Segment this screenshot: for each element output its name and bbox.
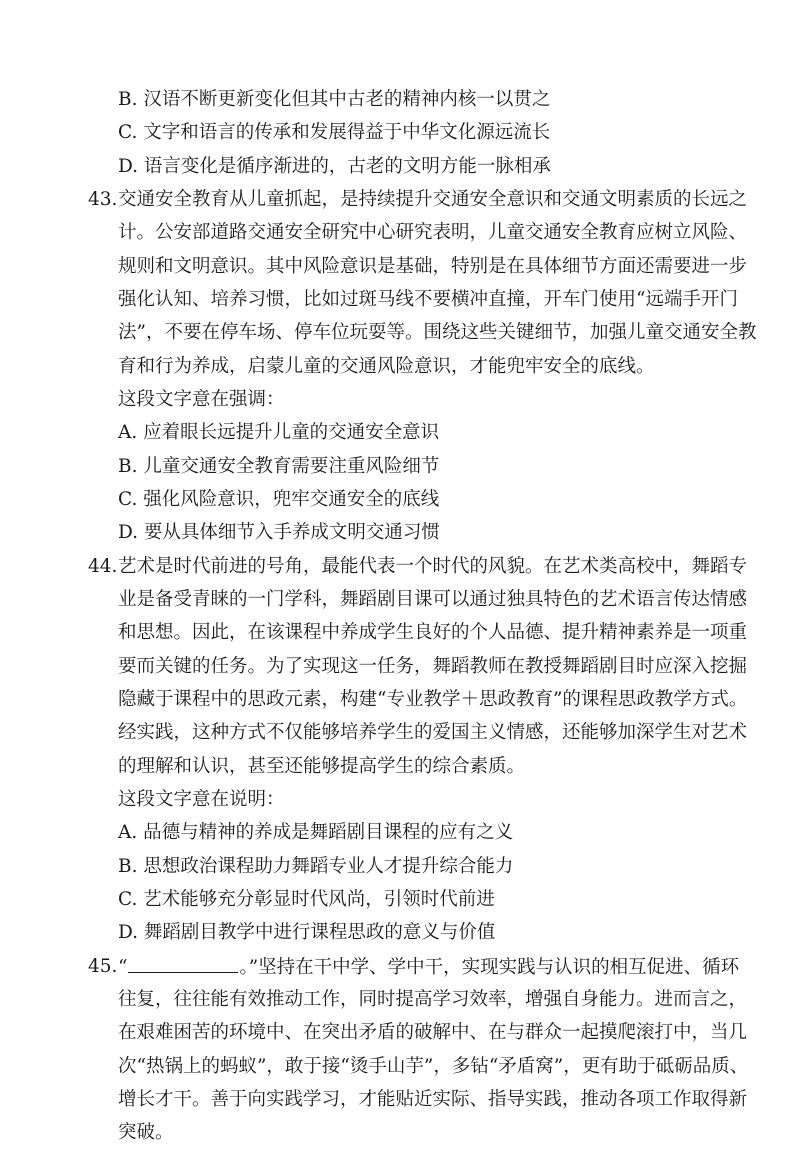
q43-stem: 这段文字意在强调： [118, 389, 285, 410]
q43-line: 强化认知、培养习惯，比如过斑马线不要横冲直撞，开车门使用“远端手开门 [118, 289, 738, 310]
q43-line: 法”，不要在停车场、停车位玩耍等。围绕这些关键细节，加强儿童交通安全教 [118, 322, 757, 343]
q43-option-d: D. 要从具体细节入手养成文明交通习惯 [118, 522, 440, 543]
q43-line: 规则和文明意识。其中风险意识是基础，特别是在具体细节方面还需要进一步 [118, 256, 748, 277]
q45-line: 在艰难困苦的环境中、在突出矛盾的破解中、在与群众一起摸爬滚打中，当几 [118, 1022, 748, 1043]
q43-number: 43. [88, 189, 118, 210]
q44-option-c: C. 艺术能够充分彰显时代风尚，引领时代前进 [118, 889, 495, 910]
q45-line: 往复，往往能有效推动工作，同时提高学习效率，增强自身能力。进而言之， [118, 989, 748, 1010]
q43-option-b: B. 儿童交通安全教育需要注重风险细节 [118, 456, 440, 477]
q44-option-b: B. 思想政治课程助力舞蹈专业人才提升综合能力 [118, 856, 514, 877]
q45-number: 45. [88, 956, 118, 977]
q45-answer-blank [128, 954, 238, 973]
q42-option-b: B. 汉语不断更新变化但其中古老的精神内核一以贯之 [118, 89, 551, 110]
q43-option-c: C. 强化风险意识，兜牢交通安全的底线 [118, 489, 440, 510]
q43-option-a: A. 应着眼长远提升儿童的交通安全意识 [118, 422, 440, 443]
q44-stem: 这段文字意在说明： [118, 789, 285, 810]
q44-line: 和思想。因此，在该课程中养成学生良好的个人品德、提升精神素养是一项重 [118, 622, 748, 643]
q44-option-a: A. 品德与精神的养成是舞蹈剧目课程的应有之义 [118, 822, 514, 843]
q44-line: 的理解和认识，甚至还能够提高学生的综合素质。 [118, 756, 526, 777]
q44-line: 艺术是时代前进的号角，最能代表一个时代的风貌。在艺术类高校中，舞蹈专 [118, 556, 748, 577]
q44-option-d: D. 舞蹈剧目教学中进行课程思政的意义与价值 [118, 922, 496, 943]
q43-line: 交通安全教育从儿童抓起，是持续提升交通安全意识和交通文明素质的长远之 [118, 189, 748, 210]
q45-line: 突破。 [118, 1122, 174, 1143]
q42-option-c: C. 文字和语言的传承和发展得益于中华文化源远流长 [118, 122, 551, 143]
q45-line: 增长才干。善于向实践学习，才能贴近实际、指导实践，推动各项工作取得新 [118, 1089, 748, 1110]
q43-line: 育和行为养成，启蒙儿童的交通风险意识，才能兜牢安全的底线。 [118, 356, 655, 377]
q45-first-line-text: 。”坚持在干中学、学中干，实现实践与认识的相互促进、循环 [239, 957, 740, 978]
q43-line: 计。公安部道路交通安全研究中心研究表明，儿童交通安全教育应树立风险、 [118, 222, 748, 243]
q44-number: 44. [88, 556, 118, 577]
q42-option-d: D. 语言变化是循序渐进的，古老的文明方能一脉相承 [118, 156, 551, 177]
q45-line: 次“热锅上的蚂蚁”，敢于接“烫手山芋”，多钻“矛盾窝”，更有助于砥砺品质、 [118, 1056, 749, 1077]
q44-line: 要而关键的任务。为了实现这一任务，舞蹈教师在教授舞蹈剧目时应深入挖掘 [118, 656, 748, 677]
q44-line: 隐藏于课程中的思政元素，构建“专业教学＋思政教育”的课程思政教学方式。 [118, 689, 748, 710]
q44-line: 经实践，这种方式不仅能够培养学生的爱国主义情感，还能够加深学生对艺术 [118, 722, 748, 743]
q45-open-quote: “ [118, 957, 128, 978]
q44-line: 业是备受青睐的一门学科，舞蹈剧目课可以通过独具特色的艺术语言传达情感 [118, 589, 748, 610]
q45-first-line [118, 954, 739, 981]
